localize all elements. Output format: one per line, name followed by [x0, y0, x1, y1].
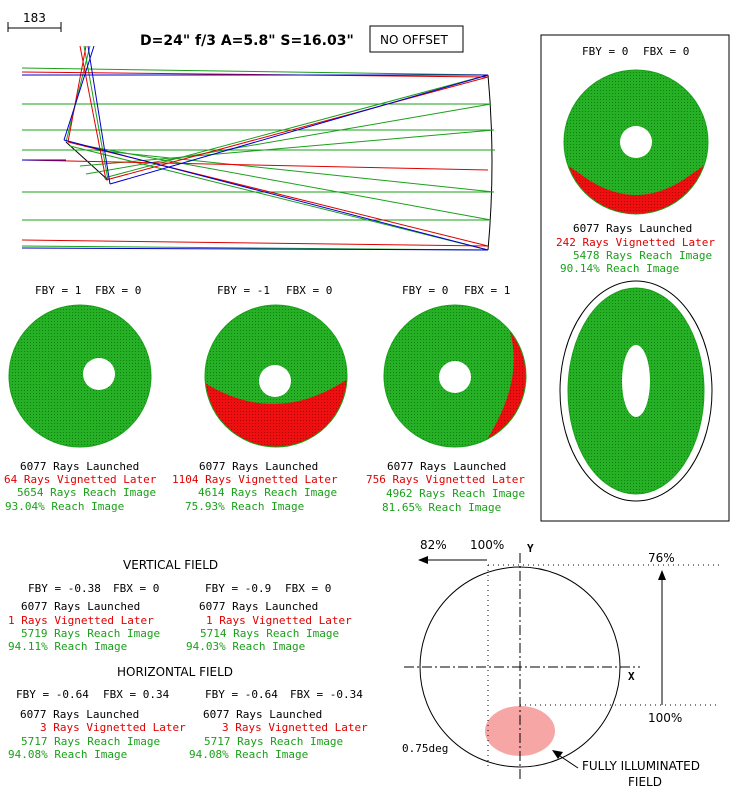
rays-launched: 6077 Rays Launched: [199, 600, 319, 613]
spot-diagram-on-axis: [560, 66, 720, 216]
rays-launched: 6077 Rays Launched: [199, 460, 319, 473]
pupil-footprint-ellipse: [560, 280, 720, 501]
rays-vignetted: 756 Rays Vignetted Later: [366, 473, 525, 486]
rays-reach: 5478 Rays Reach Image: [573, 249, 713, 262]
horizontal-case-2: [189, 688, 368, 761]
rays-reach: 4962 Rays Reach Image: [386, 487, 526, 500]
scale-value: 183: [23, 11, 46, 25]
horizontal-field-heading: HORIZONTAL FIELD: [117, 665, 234, 679]
vertical-case-1: [8, 582, 160, 653]
y-axis-label: Y: [527, 542, 534, 555]
top-pct-label: 100%: [470, 538, 505, 552]
fby-label: FBY = 0: [402, 284, 449, 297]
fby-label: FBY = -0.38: [28, 582, 101, 595]
rays-vignetted: 1104 Rays Vignetted Later: [172, 473, 338, 486]
fby-label: FBY = -0.64: [205, 688, 278, 701]
vertical-field-heading: VERTICAL FIELD: [123, 558, 219, 572]
callout-line1: FULLY ILLUMINATED: [582, 759, 701, 773]
right-bottom-pct-label: 100%: [648, 711, 683, 725]
rays-reach: 5717 Rays Reach Image: [21, 735, 161, 748]
reach-pct: 94.08% Reach Image: [8, 748, 128, 761]
rays-launched: 6077 Rays Launched: [203, 708, 323, 721]
fbx-label: FBX = 0.34: [103, 688, 170, 701]
field-diagram: [404, 553, 720, 782]
reach-pct: 75.93% Reach Image: [185, 500, 305, 513]
callout-line2: FIELD: [628, 775, 662, 789]
rays-launched: 6077 Rays Launched: [20, 460, 140, 473]
field-angle-label: 0.75deg: [402, 742, 449, 755]
fbx-label: FBX = 0: [643, 45, 690, 58]
vertical-case-2: [186, 582, 352, 653]
fbx-label: FBX = 0: [95, 284, 142, 297]
fbx-label: FBX = 0: [286, 284, 333, 297]
scale-bar: [8, 11, 61, 32]
fby-label: FBY = 1: [35, 284, 82, 297]
rays-reach: 5714 Rays Reach Image: [200, 627, 340, 640]
telescope-spec-title: D=24" f/3 A=5.8" S=16.03": [140, 33, 354, 49]
right-top-pct-label: 76%: [648, 551, 675, 565]
rays-launched: 6077 Rays Launched: [21, 600, 141, 613]
spot-diagram-fby1: [0, 256, 170, 460]
rays-reach: 5717 Rays Reach Image: [204, 735, 344, 748]
ray-trace-diagram: [22, 46, 495, 250]
fby-label: FBY = -0.9: [205, 582, 272, 595]
reach-pct: 94.08% Reach Image: [189, 748, 309, 761]
reach-pct: 94.03% Reach Image: [186, 640, 306, 653]
spot-diagram-fby-1: [200, 300, 360, 460]
rays-reach: 4614 Rays Reach Image: [198, 486, 338, 499]
rays-launched: 6077 Rays Launched: [387, 460, 507, 473]
offset-label: NO OFFSET: [380, 33, 448, 47]
x-axis-label: X: [628, 670, 635, 683]
rays-reach: 5719 Rays Reach Image: [21, 627, 161, 640]
horizontal-case-1: [8, 688, 186, 761]
rays-reach: 5654 Rays Reach Image: [17, 486, 157, 499]
rays-launched: 6077 Rays Launched: [573, 222, 693, 235]
rays-vignetted: 1 Rays Vignetted Later: [206, 614, 352, 627]
rays-vignetted: 3 Rays Vignetted Later: [40, 721, 186, 734]
illuminated-field-ellipse: [485, 706, 555, 756]
fbx-label: FBX = 0: [113, 582, 160, 595]
fby-label: FBY = -0.64: [16, 688, 89, 701]
fby-label: FBY = -1: [217, 284, 270, 297]
rays-vignetted: 3 Rays Vignetted Later: [222, 721, 368, 734]
rays-launched: 6077 Rays Launched: [20, 708, 140, 721]
spot-diagram-fbx1: [380, 300, 540, 460]
fbx-label: FBX = -0.34: [290, 688, 363, 701]
reach-pct: 90.14% Reach Image: [560, 262, 680, 275]
rays-vignetted: 64 Rays Vignetted Later: [4, 473, 157, 486]
fbx-label: FBX = 0: [285, 582, 332, 595]
rays-vignetted: 242 Rays Vignetted Later: [556, 236, 715, 249]
fbx-label: FBX = 1: [464, 284, 511, 297]
reach-pct: 81.65% Reach Image: [382, 501, 502, 514]
reach-pct: 93.04% Reach Image: [5, 500, 125, 513]
reach-pct: 94.11% Reach Image: [8, 640, 128, 653]
fby-label: FBY = 0: [582, 45, 629, 58]
rays-vignetted: 1 Rays Vignetted Later: [8, 614, 154, 627]
left-pct-label: 82%: [420, 538, 447, 552]
